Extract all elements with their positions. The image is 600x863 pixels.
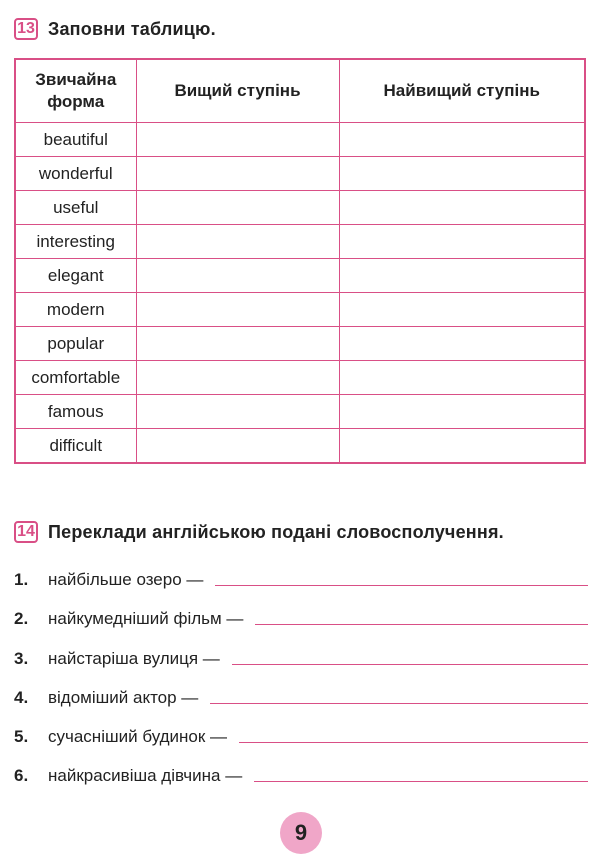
word-cell: difficult	[15, 429, 136, 464]
task-13-number: 13	[14, 18, 38, 40]
table-row	[15, 293, 585, 327]
translation-item	[14, 723, 588, 747]
answer-line[interactable]	[210, 703, 588, 704]
comparative-cell[interactable]	[136, 429, 339, 464]
superlative-cell[interactable]	[339, 429, 585, 464]
word-cell: beautiful	[15, 123, 136, 157]
task-14-number: 14	[14, 521, 38, 543]
item-phrase: найкрасивіша дівчина —	[48, 766, 243, 785]
task-13-title: Заповни таблицю.	[48, 18, 216, 39]
word-cell: popular	[15, 327, 136, 361]
comparative-cell[interactable]	[136, 157, 339, 191]
word-cell: interesting	[15, 225, 136, 259]
superlative-cell[interactable]	[339, 191, 585, 225]
translation-item	[14, 605, 588, 629]
table-row	[15, 225, 585, 259]
item-number: 3.	[14, 649, 29, 668]
item-phrase: найстаріша вулиця —	[48, 649, 220, 668]
table-header-row	[15, 59, 585, 123]
comparative-cell[interactable]	[136, 123, 339, 157]
answer-line[interactable]	[239, 742, 588, 743]
item-phrase: найкумедніший фільм —	[48, 609, 244, 628]
item-phrase: відоміший актор —	[48, 688, 199, 707]
translation-item	[14, 645, 588, 669]
table-row	[15, 191, 585, 225]
comparative-cell[interactable]	[136, 191, 339, 225]
table-row	[15, 259, 585, 293]
table-row	[15, 327, 585, 361]
table-row	[15, 361, 585, 395]
task-14-header	[14, 521, 504, 543]
superlative-cell[interactable]	[339, 123, 585, 157]
answer-line[interactable]	[215, 585, 588, 586]
item-number: 4.	[14, 688, 29, 707]
translation-item	[14, 762, 588, 786]
table-row	[15, 123, 585, 157]
superlative-cell[interactable]	[339, 157, 585, 191]
comparative-cell[interactable]	[136, 395, 339, 429]
superlative-cell[interactable]	[339, 259, 585, 293]
page-number: 9	[280, 812, 322, 854]
task-13-header	[14, 18, 216, 40]
word-cell: wonderful	[15, 157, 136, 191]
word-cell: comfortable	[15, 361, 136, 395]
table-row	[15, 429, 585, 464]
header-normal-form: Звичайна форма	[15, 59, 136, 123]
header-superlative: Найвищий ступінь	[339, 59, 585, 123]
word-cell: modern	[15, 293, 136, 327]
word-cell: useful	[15, 191, 136, 225]
table-row	[15, 395, 585, 429]
translation-item	[14, 684, 588, 708]
superlative-cell[interactable]	[339, 395, 585, 429]
comparative-cell[interactable]	[136, 327, 339, 361]
word-cell: elegant	[15, 259, 136, 293]
table-body	[15, 123, 585, 464]
comparative-cell[interactable]	[136, 361, 339, 395]
answer-line[interactable]	[232, 664, 588, 665]
superlative-cell[interactable]	[339, 361, 585, 395]
word-cell: famous	[15, 395, 136, 429]
item-phrase: найбільше озеро —	[48, 570, 204, 589]
comparative-cell[interactable]	[136, 259, 339, 293]
item-number: 5.	[14, 727, 29, 746]
comparative-cell[interactable]	[136, 293, 339, 327]
superlative-cell[interactable]	[339, 225, 585, 259]
item-phrase: сучасніший будинок —	[48, 727, 228, 746]
item-number: 1.	[14, 570, 29, 589]
translation-item	[14, 566, 588, 590]
table-row	[15, 157, 585, 191]
comparative-cell[interactable]	[136, 225, 339, 259]
item-number: 6.	[14, 766, 29, 785]
superlative-cell[interactable]	[339, 293, 585, 327]
answer-line[interactable]	[254, 781, 588, 782]
item-number: 2.	[14, 609, 29, 628]
superlative-cell[interactable]	[339, 327, 585, 361]
task-14-title: Переклади англійською подані словосполучення.	[48, 521, 504, 542]
answer-line[interactable]	[255, 624, 588, 625]
comparison-table	[14, 58, 586, 464]
header-comparative: Вищий ступінь	[136, 59, 339, 123]
